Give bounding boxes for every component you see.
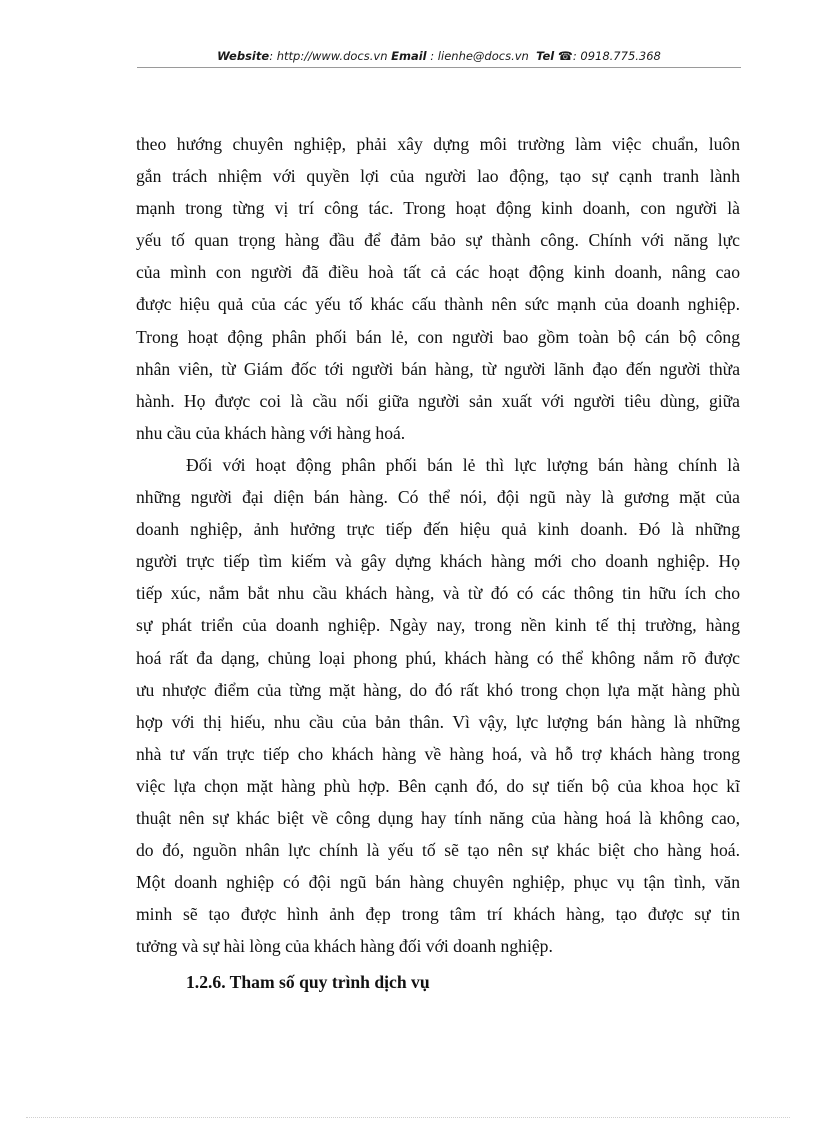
text-line: nhà tư vấn trực tiếp cho khách hàng về hàng hoá, và hỗ trợ khách hàng trong xyxy=(136,743,740,764)
tel-label: Tel xyxy=(536,49,555,63)
website-label: Website xyxy=(217,49,270,63)
text-line: thuật nên sự khác biệt về công dụng hay tính năng của hàng hoá là không cao, xyxy=(136,807,740,828)
text-line: tiếp xúc, nắm bắt nhu cầu khách hàng, và từ đó có các thông tin hữu ích cho xyxy=(136,583,740,604)
text-line: minh sẽ tạo được hình ảnh đẹp trong tâm trí khách hàng, tạo được sự tin xyxy=(136,904,740,925)
text-line: nhân viên, từ Giám đốc tới người bán hàng, từ người lãnh đạo đến người thừa xyxy=(136,358,740,379)
text-line: của mình con người đã điều hoà tất cả các hoạt động kinh doanh, nâng cao xyxy=(136,262,740,283)
email-value: : lienhe@docs.vn xyxy=(426,49,529,63)
page-bottom-border xyxy=(26,1117,790,1118)
text-line: hợp với thị hiếu, nhu cầu của bản thân. Vì vậy, lực lượng bán hàng là những xyxy=(136,711,740,732)
tel-value: : 0918.775.368 xyxy=(572,49,661,63)
text-line: Một doanh nghiệp có đội ngũ bán hàng chuyên nghiệp, phục vụ tận tình, văn xyxy=(136,872,740,893)
text-line: người trực tiếp tìm kiếm và gây dựng khách hàng mới cho doanh nghiệp. Họ xyxy=(136,551,740,572)
text-line: do đó, nguồn nhân lực chính là yếu tố sẽ tạo nên sự khác biệt cho hàng hoá. xyxy=(136,840,740,861)
text-line: doanh nghiệp, ảnh hưởng trực tiếp đến hiệu quả kinh doanh. Đó là những xyxy=(136,519,740,540)
text-line: ưu nhược điểm của từng mặt hàng, do đó rất khó trong chọn lựa mặt hàng phù xyxy=(136,679,740,700)
text-line: hành. Họ được coi là cầu nối giữa người sản xuất với người tiêu dùng, giữa xyxy=(136,390,740,411)
text-line: yếu tố quan trọng hàng đầu để đảm bảo sự thành công. Chính với năng lực xyxy=(136,230,740,251)
paragraph-2 xyxy=(136,449,740,963)
text-line: được hiệu quả của các yếu tố khác cấu thành nên sức mạnh của doanh nghiệp. xyxy=(136,294,740,315)
header-divider xyxy=(137,67,741,68)
paragraph-1 xyxy=(136,128,740,449)
text-line: theo hướng chuyên nghiệp, phải xây dựng môi trường làm việc chuẩn, luôn xyxy=(136,134,740,154)
text-line: sự phát triển của doanh nghiệp. Ngày nay, trong nền kinh tế thị trường, hàng xyxy=(136,615,740,636)
text-line: nhu cầu của khách hàng với hàng hoá. xyxy=(136,422,406,443)
text-line: Trong hoạt động phân phối bán lẻ, con người bao gồm toàn bộ cán bộ công xyxy=(136,326,740,347)
text-line: những người đại diện bán hàng. Có thể nói, đội ngũ này là gương mặt của xyxy=(136,487,740,508)
document-body xyxy=(136,128,740,962)
text-line: Đối với hoạt động phân phối bán lẻ thì lực lượng bán hàng chính là xyxy=(186,454,740,475)
email-label: Email xyxy=(391,49,427,63)
text-line: tưởng và sự hài lòng của khách hàng đối với doanh nghiệp. xyxy=(136,936,553,957)
website-value: : http://www.docs.vn xyxy=(269,49,388,63)
text-line: hoá rất đa dạng, chủng loại phong phú, khách hàng có thể không nắm rõ được xyxy=(136,647,740,668)
phone-icon: ☎ xyxy=(557,49,573,63)
page-header xyxy=(137,46,741,66)
text-line: mạnh trong từng vị trí công tác. Trong hoạt động kinh doanh, con người là xyxy=(136,198,740,219)
text-line: việc lựa chọn mặt hàng phù hợp. Bên cạnh đó, do sự tiến bộ của khoa học kĩ xyxy=(136,775,740,796)
text-line: gắn trách nhiệm với quyền lợi của người lao động, tạo sự cạnh tranh lành xyxy=(136,166,740,187)
section-heading: 1.2.6. Tham số quy trình dịch vụ xyxy=(186,972,430,992)
